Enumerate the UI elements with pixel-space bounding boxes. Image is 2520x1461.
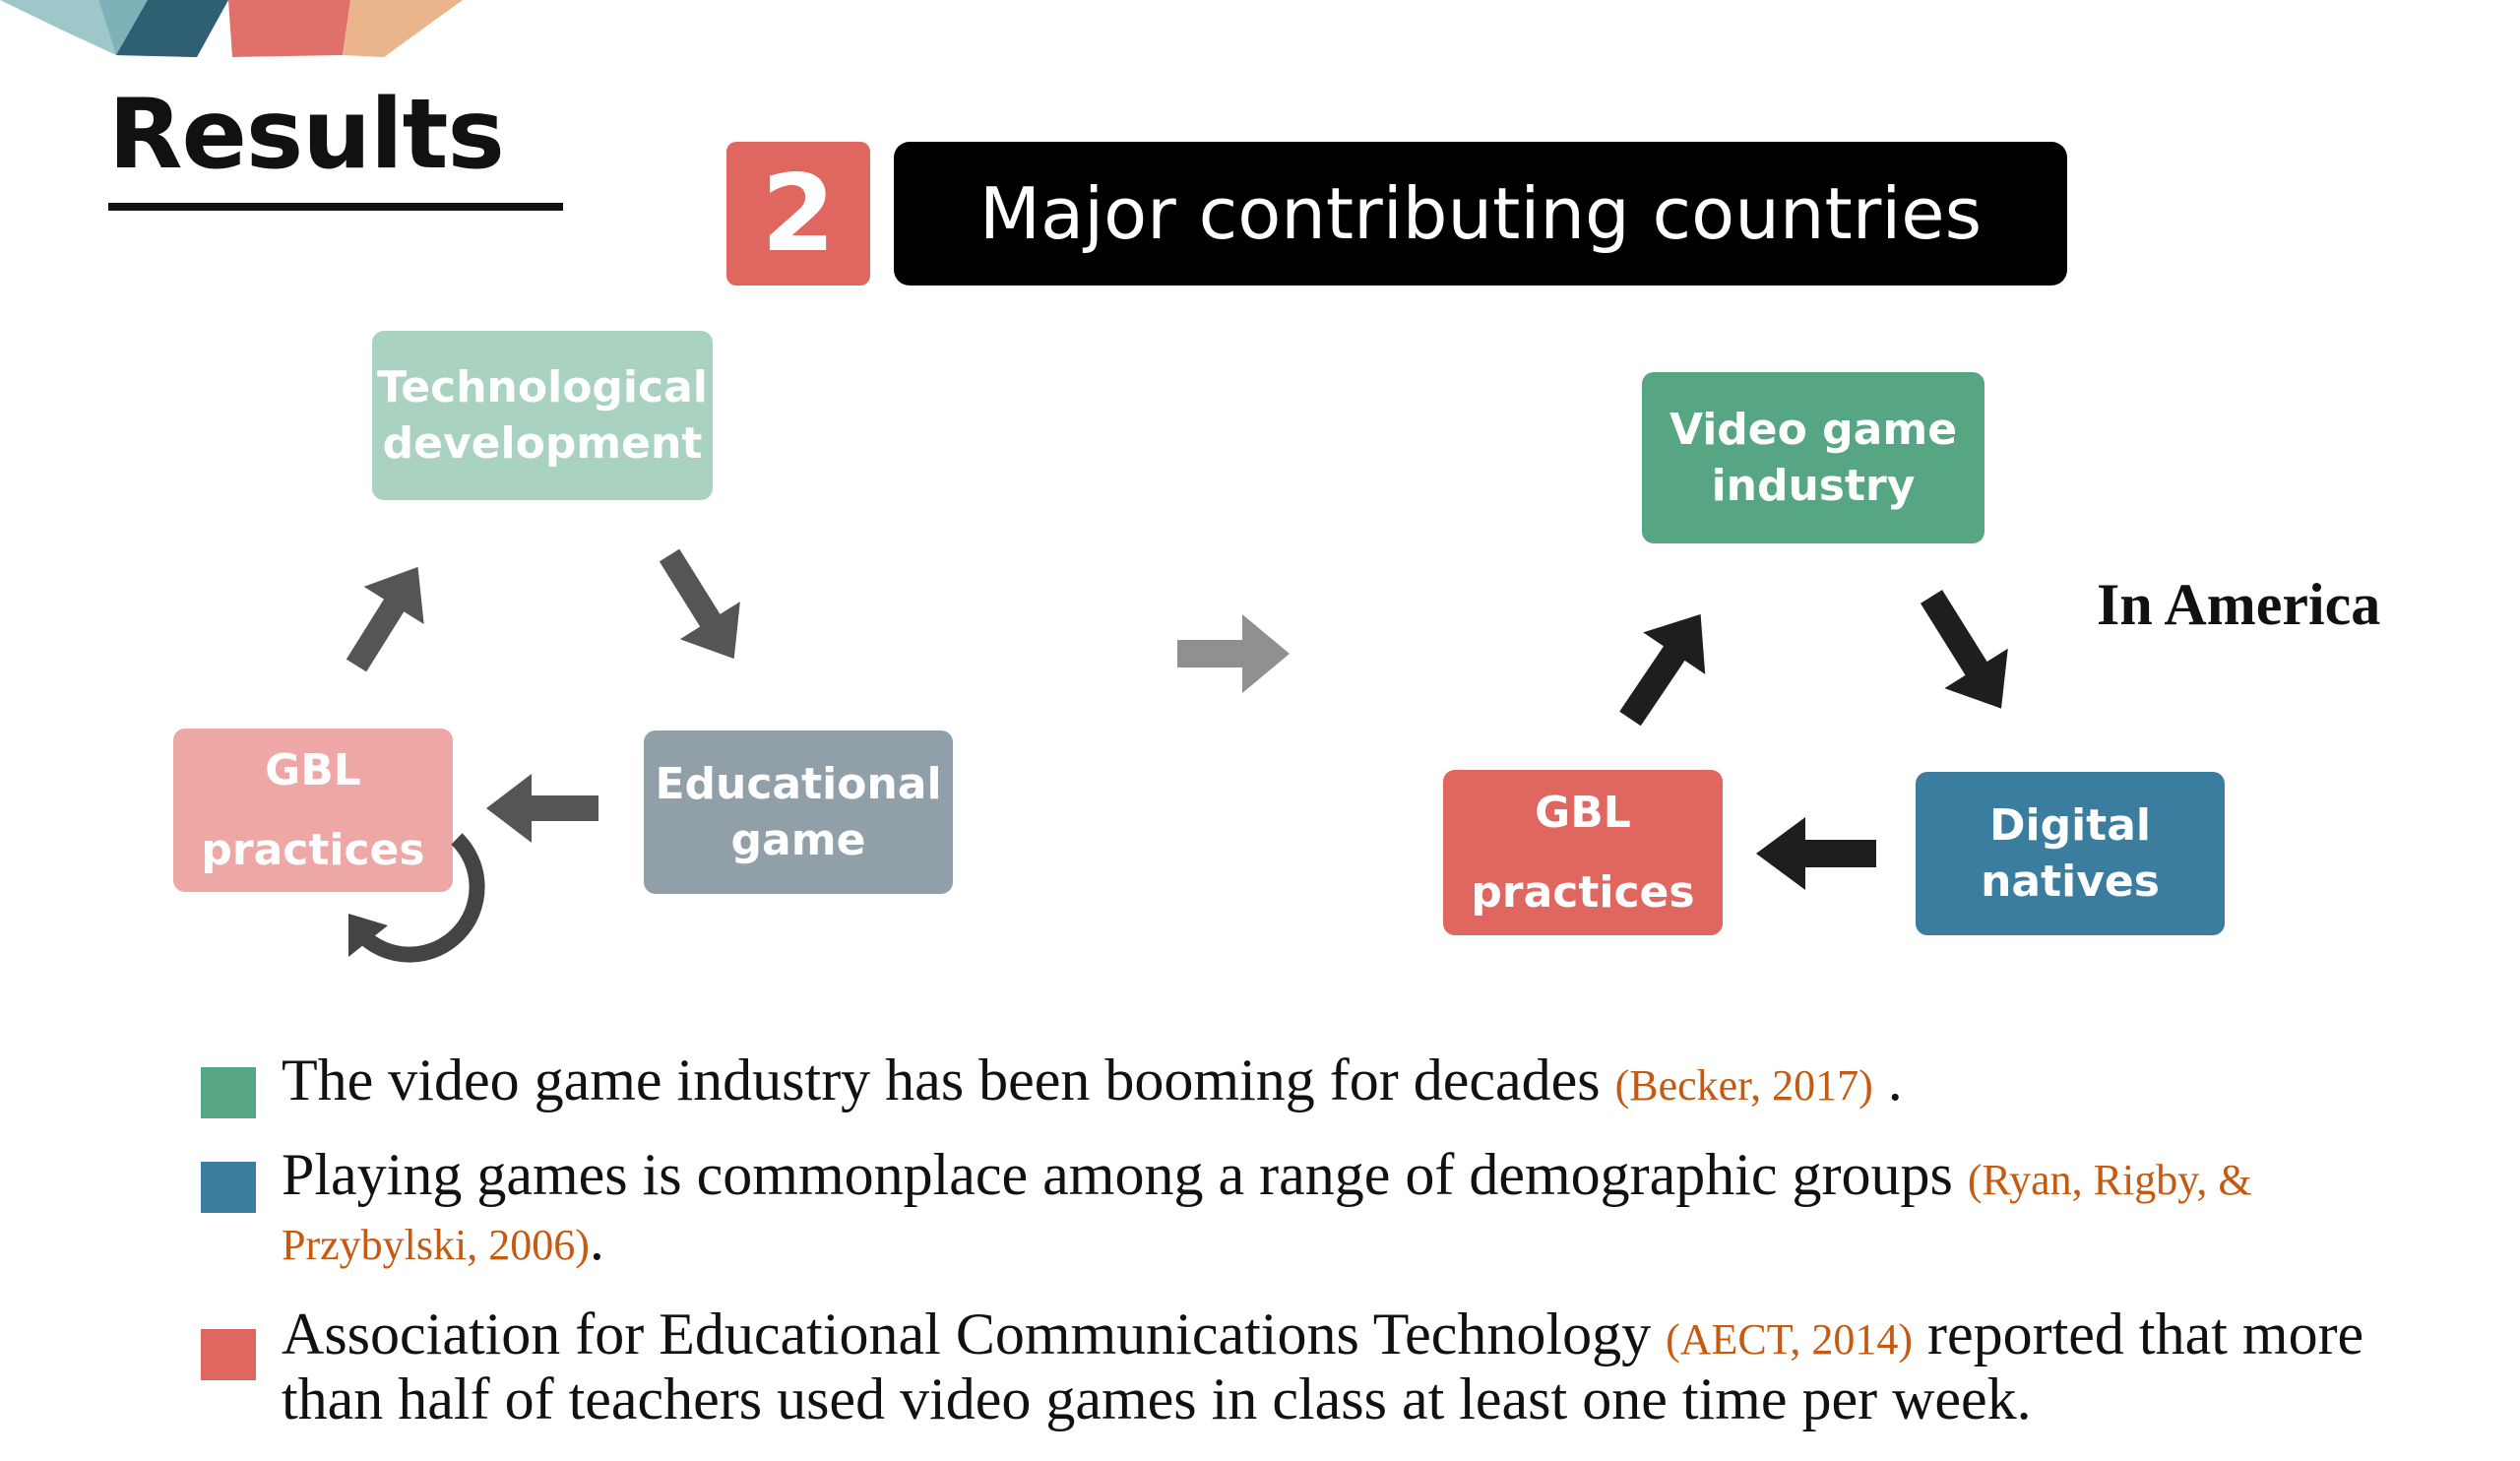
node-label-line: Video game — [1669, 404, 1958, 455]
arrow-left-icon — [1756, 817, 1880, 890]
node-label-line: Educational — [655, 758, 942, 809]
node-label-line: Technological — [377, 361, 708, 413]
bullet-item — [201, 1142, 2426, 1272]
bullet-tail: . — [1872, 1048, 1903, 1112]
bullet-body: Association for Educational Communications Technology — [282, 1302, 1667, 1366]
arrow-down-right-icon — [1918, 587, 2036, 725]
citation: (Ryan, Rigby, & Przybylski, 2006) — [282, 1156, 2252, 1269]
bullet-square-blue — [201, 1162, 256, 1213]
bullet-tail: . — [589, 1207, 604, 1272]
node-label-line: game — [730, 815, 866, 865]
node-technological-development — [372, 331, 713, 500]
node-digital-natives — [1916, 772, 2225, 935]
region-label: In America — [2097, 572, 2381, 637]
bullet-body: Playing games is commonplace among a range of demographic groups — [282, 1142, 1968, 1207]
bullet-item — [201, 1048, 2426, 1112]
bullet-square-red — [201, 1329, 256, 1380]
node-label-line: GBL — [1535, 787, 1631, 838]
arrow-up-right-icon — [1614, 603, 1732, 730]
node-video-game-industry — [1642, 372, 1984, 543]
bullet-item — [201, 1302, 2426, 1431]
bullet-body: The video game industry has been booming for decades — [282, 1048, 1615, 1112]
decorative-banner — [0, 0, 492, 61]
bullet-list — [201, 1048, 2426, 1461]
node-label-line: Digital — [1989, 799, 2151, 851]
bullet-square-green — [201, 1067, 256, 1118]
arrow-up-right-icon — [343, 559, 451, 677]
bullet-tail: reported that more than half of teachers used video games in class at least one time per week. — [282, 1302, 2364, 1431]
bullet-text — [282, 1142, 2426, 1272]
node-gbl-practices-right — [1443, 770, 1723, 935]
section-number-badge: 2 — [726, 142, 870, 286]
node-educational-game — [644, 730, 953, 894]
transition-arrow-icon — [1177, 614, 1295, 693]
node-label-line: GBL — [265, 744, 361, 795]
bullet-text — [282, 1302, 2426, 1431]
bullet-text — [282, 1048, 2426, 1112]
loop-arrow-icon — [331, 819, 508, 973]
title-underline — [108, 203, 563, 211]
node-label-line: practices — [1471, 867, 1695, 918]
page-title: Results — [108, 79, 504, 191]
citation: (AECT, 2014) — [1666, 1315, 1914, 1364]
node-label-line: development — [382, 418, 703, 469]
node-label-line: industry — [1711, 461, 1916, 511]
arrow-down-right-icon — [656, 547, 764, 675]
citation: (Becker, 2017) — [1614, 1061, 1873, 1110]
node-label-line: practices — [201, 825, 425, 875]
section-heading: Major contributing countries — [894, 142, 2067, 286]
node-label-line: natives — [1981, 857, 2160, 907]
